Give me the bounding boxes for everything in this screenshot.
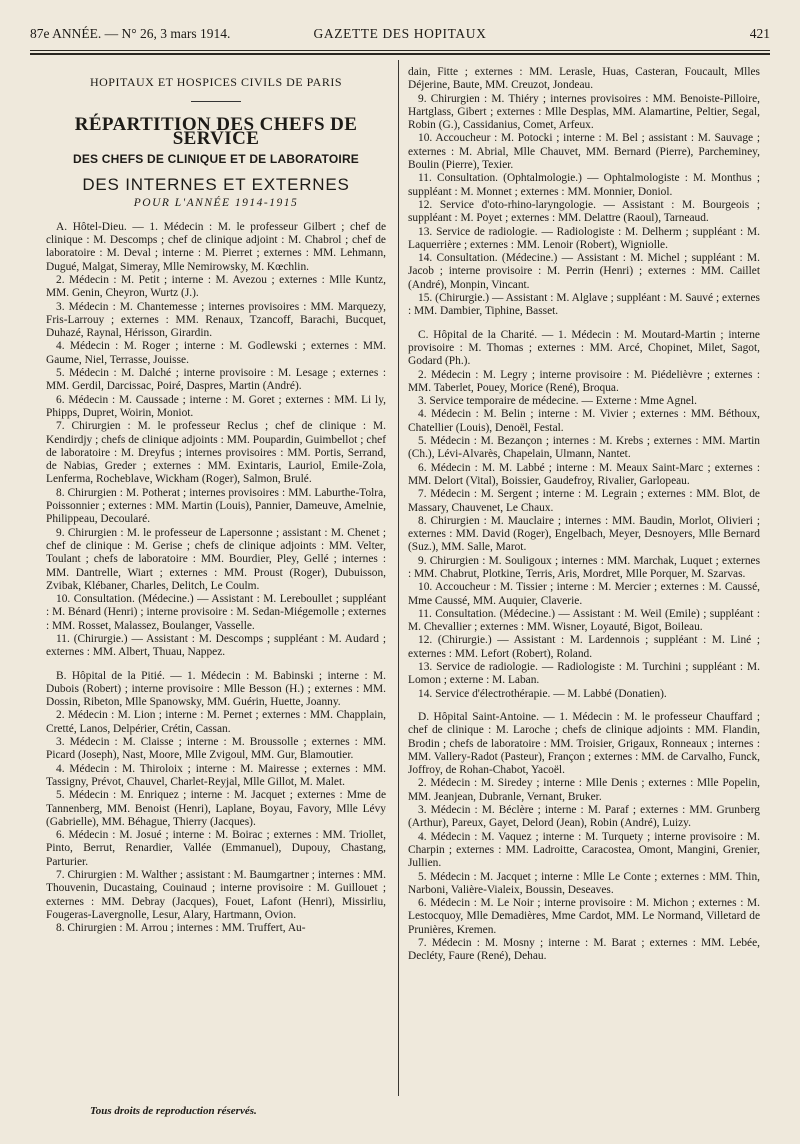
left-column — [46, 66, 386, 936]
paragraph: 6. Médecin : M. Josué ; interne : M. Boirac ; externes : MM. Triollet, Pinto, Berrut, Renardier, Vallée (Emmanuel), Dupouy, Chastang, Parturier. — [46, 829, 386, 868]
paragraph: 9. Chirurgien : M. Souligoux ; internes : MM. Marchak, Luquet ; externes : MM. Chabrut, Plotkine, Terris, Aris, Mordret, Mlle Porquer, M. Szarvas. — [408, 554, 760, 580]
paragraph: 9. Chirurgien : M. Thiéry ; internes provisoires : MM. Benoiste-Pilloire, Hartglass, Gibert ; externes : Mlle Desplas, MM. Alamartine, Peltier, Segal, Robin (G.), Cassidanius, Comet, Arfeux. — [408, 92, 760, 132]
paragraph: 6. Médecin : M. M. Labbé ; interne : M. Meaux Saint-Marc ; externes : MM. Delort (Vital), Boissier, Gaudefroy, Rivalier, Garlopeau. — [408, 461, 760, 487]
paragraph: 12. Service d'oto-rhino-laryngologie. — Assistant : M. Bourgeois ; suppléant : M. Poyet ; externes : MM. Delattre (Raoul), Tarneaud. — [408, 198, 760, 225]
paragraph: 7. Médecin : M. Mosny ; interne : M. Barat ; externes : MM. Lebée, Decléty, Faure (René), Dehau. — [408, 937, 760, 963]
paragraph: 5. Médecin : M. Bezançon ; internes : M. Krebs ; externes : MM. Martin (Ch.), Lévi-Alvarès, Chapelain, Ulmann, Nantet. — [408, 435, 760, 461]
paragraph: 8. Chirurgien : M. Arrou ; internes : MM. Truffert, Au- — [56, 922, 306, 935]
paragraph: 11. Consultation. (Ophtalmologie.) — Ophtalmologiste : M. Monthus ; suppléant : M. Monnet ; externes : MM. Monnier, Doniol. — [408, 172, 760, 198]
paragraph: 13. Service de radiologie. — Radiologiste : M. Delherm ; suppléant : M. Laquerrière ; externes : MM. Lenoir (Robert), Wigniolle. — [408, 225, 760, 251]
paragraph: 12. (Chirurgie.) — Assistant : M. Lardennois ; suppléant : M. Liné ; externes : MM. Lefort (Robert), Roland. — [408, 634, 760, 660]
paragraph: 9. Chirurgien : M. le professeur de Lapersonne ; assistant : M. Chenet ; chef de clinique : M. Gerise ; chefs de clinique adjoints : MM. Velter, Toulant ; chefs de laboratoire : MM. Bourdier, Pley, Gellé ; internes : MM. Dantrelle, Wiart ; externes : MM. Proust (Roger), Dubuisson, Zvibak, Klébaner, Charles, Delitch, Le Coulm. — [46, 526, 386, 592]
paragraph: C. Hôpital de la Charité. — 1. Médecin : M. Moutard-Martin ; interne provisoire : M. Thomas ; externes : MM. Arcé, Chopinet, Milet, Sagot, Godard (Ph.). — [408, 328, 760, 368]
paragraph: 8. Chirurgien : M. Mauclaire ; internes : MM. Baudin, Morlot, Olivieri ; externes : MM. David (Roger), Engelbach, Meyer, Desnoyers, Mlle Bernard (Suz.), MM. Salle, Marot. — [408, 514, 760, 554]
header-rule — [30, 50, 770, 51]
header-rule-thick — [30, 53, 770, 55]
paragraph: 2. Médecin : M. Legry ; interne provisoire : M. Piédelièvre ; externes : MM. Taberlet, Pouey, Morice (René), Broqua. — [408, 368, 760, 394]
paragraph: D. Hôpital Saint-Antoine. — 1. Médecin : M. le professeur Chauffard ; chef de clinique : M. Laroche ; chefs de clinique adjoints : MM. Flandin, Brodin ; chefs de laboratoire : MM. Troisier, Grigaux, Ronneaux ; internes : MM. Vallery-Radot (Pasteur), Françon ; externes : MM. de Carvalho, Funck, Joffroy, de Rohan-Chabot, Yacoël. — [408, 710, 760, 777]
paragraph: 7. Chirurgien : M. le professeur Reclus ; chef de clinique : M. Kendirdjy ; chefs de clinique adjoints : MM. Poupardin, Guimbellot ; chef de laboratoire : M. Dreyfus ; internes provisoires : MM. Portis, Serrand, de Nabias, Greder ; externes : MM. Exintaris, Lauriol, Emile-Zola, Lenferma, Rocheblave, Wickham (Roger), Salmon, Brulé. — [46, 420, 386, 486]
section-gap — [46, 660, 386, 670]
article-subtitle: DES CHEFS DE CLINIQUE ET DE LABORATOIRE — [72, 151, 360, 166]
paragraph: 5. Médecin : M. Jacquet ; interne : Mlle Le Conte ; externes : MM. Thin, Narboni, Valière-Vialeix, Boussin, Deseaves. — [408, 870, 760, 896]
journal-title: GAZETTE DES HOPITAUX — [313, 26, 487, 41]
paragraph: 14. Consultation. (Médecine.) — Assistant : M. Michel ; suppléant : M. Jacob ; interne provisoire : M. Perrin (Henri) ; externes : MM. Caillet (André), Monpin, Vincant. — [408, 252, 760, 291]
page-number: 421 — [749, 26, 770, 41]
article-subtitle-2: DES INTERNES ET EXTERNES — [82, 175, 350, 195]
paragraph: 7. Chirurgien : M. Walther ; assistant : M. Baumgartner ; internes : MM. Thouvenin, Ducastaing, Couinaud ; interne provisoire : M. Guillouet ; externes : MM. Debray (Jacques), Fouet, Lafont (Henri), Missirliu, Fougeras-Lavergnolle, Lesur, Alary, Hartmann, Ovion. — [46, 869, 386, 921]
paragraph: 13. Service de radiologie. — Radiologiste : M. Turchini ; suppléant : M. Lomon ; externe : M. Laban. — [408, 661, 760, 687]
right-column — [408, 66, 760, 964]
paragraph: 15. (Chirurgie.) — Assistant : M. Alglave ; suppléant : M. Sauvé ; externes : MM. Dambier, Tiphine, Basset. — [408, 292, 760, 318]
copyright-notice: Tous droits de reproduction réservés. — [90, 1105, 257, 1117]
section-gap — [408, 701, 760, 711]
paragraph: 4. Médecin : M. Thiroloix ; interne : M. Mairesse ; externes : MM. Tassigny, Prévot, Chauvel, Charlet-Reyjal, Mlle Gillot, M. Malet. — [46, 762, 386, 788]
paragraph: 7. Médecin : M. Sergent ; interne : M. Legrain ; externes : MM. Blot, de Massary, Chauvenet, Le Chaux. — [408, 488, 760, 514]
running-head — [30, 22, 770, 44]
article-year: POUR L'ANNÉE 1914-1915 — [133, 197, 299, 210]
column-divider — [398, 60, 399, 1096]
paragraph: 10. Consultation. (Médecine.) — Assistant : M. Lereboullet ; suppléant : M. Bénard (Henri) ; interne provisoire : M. Sedan-Miégemolle ; externes : MM. Rosset, Malassez, Boulanger, Vasselle. — [46, 593, 386, 632]
paragraph: 11. (Chirurgie.) — Assistant : M. Descomps ; suppléant : M. Audard ; externes : MM. Albert, Thuau, Nappez. — [46, 632, 386, 659]
paragraph: A. Hôtel-Dieu. — 1. Médecin : M. le professeur Gilbert ; chef de clinique : M. Descomps ; chef de clinique adjoint : M. Chabrol ; chef de laboratoire : M. Deval ; interne : M. Pierret ; externes : MM. Lehmann, Dugué, Malgat, Simeray, Mlle Nemirowsky, M. Kœchlin. — [46, 220, 386, 273]
paragraph: 8. Chirurgien : M. Potherat ; internes provisoires : MM. Laburthe-Tolra, Poissonnier ; externes : MM. Martin (Louis), Pannier, Dameuve, Amelnie, Philippeau, Decoularé. — [46, 486, 386, 526]
paragraph: 2. Médecin : M. Lion ; interne : M. Pernet ; externes : MM. Chapplain, Cretté, Lanos, Delpérier, Crétin, Cassan. — [46, 709, 386, 735]
paragraph: 10. Accoucheur : M. Potocki ; interne : M. Bel ; assistant : M. Sauvage ; externes : M. Abrial, Mlle Chauvet, MM. Bernard (Pierre), Parcheminey, Boulin (Pierre), Texier. — [408, 132, 760, 172]
paragraph: 6. Médecin : M. Le Noir ; interne provisoire : M. Michon ; externes : M. Lestocquoy, Mlle Demadières, Mme Cardot, MM. Le Normand, Villetard de Prunières, Kremen. — [408, 897, 760, 936]
issue-info: 87e ANNÉE. — N° 26, 3 mars 1914. — [30, 26, 231, 41]
paragraph: 4. Médecin : M. Vaquez ; interne : M. Turquety ; interne provisoire : M. Charpin ; externes : MM. Ladroitte, Caracostea, Omont, Mangini, Grenier, Jullien. — [408, 830, 760, 870]
paragraph: dain, Fitte ; externes : MM. Lerasle, Huas, Casteran, Foucault, Mlles Déjerine, Baute, MM. Creuzot, Jondeau. — [408, 66, 760, 92]
paragraph: 4. Médecin : M. Roger ; interne : M. Godlewski ; externes : MM. Gaume, Niel, Terrasse, Jouisse. — [46, 340, 386, 366]
paragraph: 2. Médecin : M. Petit ; interne : M. Avezou ; externes : Mlle Kuntz, MM. Genin, Cheyron, Wurtz (J.). — [46, 273, 386, 300]
section-gap — [408, 319, 760, 329]
heading-divider — [191, 101, 241, 102]
paragraph: 2. Médecin : M. Siredey ; interne : Mlle Denis ; externes : Mlle Popelin, MM. Jeanjean, Dubranle, Vernant, Bruker. — [408, 777, 760, 803]
paragraph: 14. Service d'électrothérapie. — M. Labbé (Donatien). — [418, 687, 667, 700]
article-title: RÉPARTITION DES CHEFS DE SERVICE — [74, 114, 358, 149]
paragraph: 11. Consultation. (Médecine.) — Assistant : M. Weil (Emile) ; suppléant : M. Chevallier ; externes : MM. Wisner, Loyauté, Bigot, Boileau. — [408, 607, 760, 634]
paragraph: B. Hôpital de la Pitié. — 1. Médecin : M. Babinski ; interne : M. Dubois (Robert) ; interne provisoire : Mlle Besson (H.) ; externes : MM. Dossin, Ribeton, Mlle Spanowsky, MM. Guérin, Huette, Joanny. — [46, 669, 386, 709]
paragraph: 3. Médecin : M. Béclère ; interne : M. Paraf ; externes : MM. Grunberg (Arthur), Pareux, Gayet, Delord (Jean), Robin (André), Luizy. — [408, 804, 760, 830]
paragraph: 3. Médecin : M. Claisse ; interne : M. Broussolle ; externes : MM. Picard (Joseph), Nast, Moore, Mlle Zvigoul, MM. Gur, Blamoutier. — [46, 736, 386, 762]
paragraph: 3. Médecin : M. Chantemesse ; internes provisoires : MM. Marquezy, Fris-Larrouy ; externes : MM. Renaux, Tzancoff, Barachi, Bucquet, Duhazé, Raynal, Hérisson, Girardin. — [46, 300, 386, 340]
paragraph: 5. Médecin : M. Enriquez ; interne : M. Jacquet ; externes : Mme de Tannenberg, MM. Benoist (Henri), Laplane, Boyau, Favory, Mlle Lévy (Gabrielle), MM. Béhague, Thierry (Jacques). — [46, 789, 386, 828]
paragraph: 4. Médecin : M. Belin ; interne : M. Vivier ; externes : MM. Béthoux, Chatellier (Louis), Denoël, Festal. — [408, 408, 760, 434]
institution-heading: HOPITAUX ET HOSPICES CIVILS DE PARIS — [89, 75, 343, 89]
paragraph: 5. Médecin : M. Dalché ; interne provisoire : M. Lesage ; externes : MM. Gerdil, Darcissac, Poiré, Daspres, Martin (André). — [46, 367, 386, 393]
paragraph: 10. Accoucheur : M. Tissier ; interne : M. Mercier ; externes : M. Caussé, Mme Caussé, MM. Auquier, Claverie. — [408, 581, 760, 607]
paragraph: 6. Médecin : M. Caussade ; interne : M. Goret ; externes : MM. Li ly, Phipps, Dupret, Woirin, Moniot. — [46, 393, 386, 419]
paragraph: 3. Service temporaire de médecine. — Externe : Mme Agnel. — [418, 395, 697, 408]
